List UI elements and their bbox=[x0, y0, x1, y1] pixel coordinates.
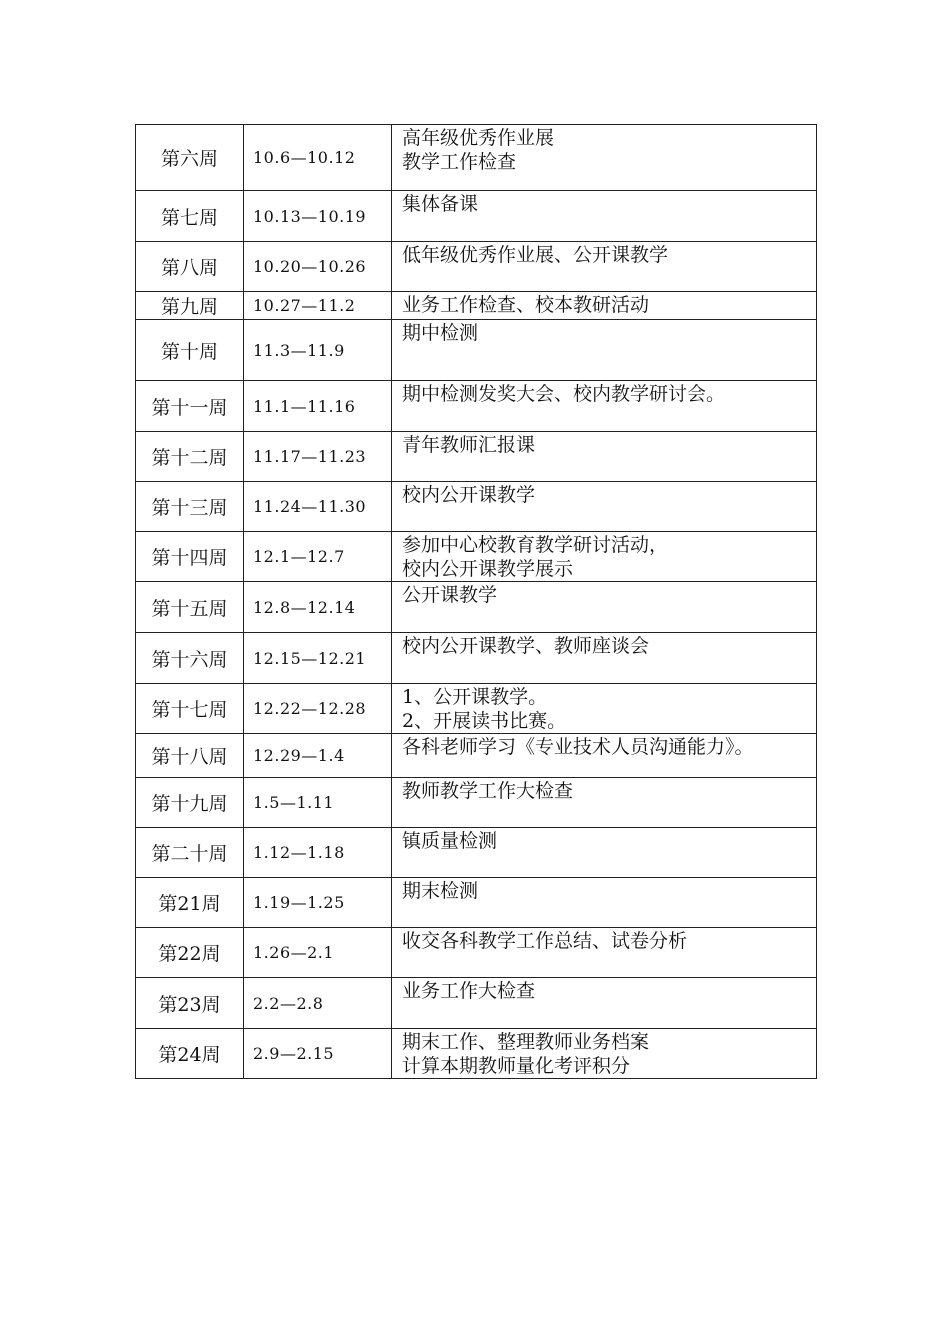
table-row bbox=[136, 381, 817, 432]
activity-line: 校内公开课教学、教师座谈会 bbox=[402, 635, 650, 657]
week-cell: 第九周 bbox=[136, 292, 244, 320]
date-range-cell: 12.8—12.14 bbox=[244, 582, 392, 633]
week-cell: 第24周 bbox=[136, 1029, 244, 1079]
date-range-cell: 2.2—2.8 bbox=[244, 978, 392, 1029]
week-cell: 第十二周 bbox=[136, 432, 244, 482]
activity-cell bbox=[392, 878, 817, 928]
activity-cell bbox=[392, 778, 817, 828]
date-range-cell: 12.22—12.28 bbox=[244, 684, 392, 734]
activity-cell bbox=[392, 928, 817, 978]
date-range-cell: 1.26—2.1 bbox=[244, 928, 392, 978]
date-range-cell: 2.9—2.15 bbox=[244, 1029, 392, 1079]
activity-line: 青年教师汇报课 bbox=[402, 434, 536, 456]
activity-line: 参加中心校教育教学研讨活动， bbox=[402, 534, 669, 556]
activity-cell bbox=[392, 191, 817, 242]
week-cell: 第十周 bbox=[136, 320, 244, 381]
date-range-cell: 1.19—1.25 bbox=[244, 878, 392, 928]
activity-line: 低年级优秀作业展、公开课教学 bbox=[402, 244, 669, 266]
activity-line: 集体备课 bbox=[402, 193, 479, 215]
week-cell: 第八周 bbox=[136, 242, 244, 292]
week-cell: 第七周 bbox=[136, 191, 244, 242]
date-range-cell: 10.27—11.2 bbox=[244, 292, 392, 320]
table-row bbox=[136, 125, 817, 191]
table-row bbox=[136, 878, 817, 928]
activity-line: 期中检测发奖大会、校内教学研讨会。 bbox=[402, 383, 726, 405]
activity-line: 教师教学工作大检查 bbox=[402, 780, 574, 802]
table-row bbox=[136, 432, 817, 482]
activity-cell bbox=[392, 482, 817, 532]
schedule-table bbox=[135, 124, 817, 1079]
activity-cell bbox=[392, 1029, 817, 1079]
date-range-cell: 12.15—12.21 bbox=[244, 633, 392, 684]
week-cell: 第十一周 bbox=[136, 381, 244, 432]
activity-line: 业务工作检查、校本教研活动 bbox=[402, 294, 650, 316]
date-range-cell: 11.17—11.23 bbox=[244, 432, 392, 482]
activity-line: 2、开展读书比赛。 bbox=[402, 710, 567, 732]
table-row bbox=[136, 532, 817, 582]
table-row bbox=[136, 582, 817, 633]
date-range-cell: 12.1—12.7 bbox=[244, 532, 392, 582]
activity-line: 各科老师学习《专业技术人员沟通能力》。 bbox=[402, 736, 754, 758]
activity-cell bbox=[392, 734, 817, 778]
activity-cell bbox=[392, 633, 817, 684]
week-cell: 第十六周 bbox=[136, 633, 244, 684]
table-row bbox=[136, 292, 817, 320]
week-cell: 第十七周 bbox=[136, 684, 244, 734]
activity-cell bbox=[392, 381, 817, 432]
week-cell: 第十四周 bbox=[136, 532, 244, 582]
week-cell: 第十五周 bbox=[136, 582, 244, 633]
activity-line: 期末工作、整理教师业务档案 bbox=[402, 1031, 650, 1053]
table-row bbox=[136, 734, 817, 778]
activity-line: 高年级优秀作业展 bbox=[402, 127, 555, 149]
activity-line: 期中检测 bbox=[402, 322, 479, 344]
activity-cell bbox=[392, 125, 817, 191]
table-row bbox=[136, 633, 817, 684]
date-range-cell: 1.5—1.11 bbox=[244, 778, 392, 828]
date-range-cell: 1.12—1.18 bbox=[244, 828, 392, 878]
activity-cell bbox=[392, 432, 817, 482]
week-cell: 第22周 bbox=[136, 928, 244, 978]
activity-cell bbox=[392, 532, 817, 582]
table-row bbox=[136, 978, 817, 1029]
table-row bbox=[136, 928, 817, 978]
date-range-cell: 10.20—10.26 bbox=[244, 242, 392, 292]
activity-line: 计算本期教师量化考评积分 bbox=[402, 1055, 631, 1077]
table-row bbox=[136, 1029, 817, 1079]
schedule-body bbox=[136, 125, 817, 1079]
activity-line: 收交各科教学工作总结、试卷分析 bbox=[402, 930, 688, 952]
week-cell: 第23周 bbox=[136, 978, 244, 1029]
date-range-cell: 11.24—11.30 bbox=[244, 482, 392, 532]
activity-cell bbox=[392, 292, 817, 320]
week-cell: 第二十周 bbox=[136, 828, 244, 878]
table-row bbox=[136, 191, 817, 242]
activity-line: 校内公开课教学展示 bbox=[402, 558, 574, 580]
activity-line: 期末检测 bbox=[402, 880, 479, 902]
activity-line: 业务工作大检查 bbox=[402, 980, 536, 1002]
date-range-cell: 10.6—10.12 bbox=[244, 125, 392, 191]
table-row bbox=[136, 828, 817, 878]
date-range-cell: 12.29—1.4 bbox=[244, 734, 392, 778]
table-row bbox=[136, 242, 817, 292]
activity-line: 镇质量检测 bbox=[402, 830, 498, 852]
activity-cell bbox=[392, 828, 817, 878]
activity-cell bbox=[392, 582, 817, 633]
table-row bbox=[136, 684, 817, 734]
activity-cell bbox=[392, 684, 817, 734]
activity-line: 公开课教学 bbox=[402, 584, 498, 606]
activity-cell bbox=[392, 320, 817, 381]
table-row bbox=[136, 482, 817, 532]
activity-line: 教学工作检查 bbox=[402, 151, 517, 173]
date-range-cell: 10.13—10.19 bbox=[244, 191, 392, 242]
activity-cell bbox=[392, 242, 817, 292]
table-row bbox=[136, 778, 817, 828]
date-range-cell: 11.1—11.16 bbox=[244, 381, 392, 432]
week-cell: 第十三周 bbox=[136, 482, 244, 532]
week-cell: 第21周 bbox=[136, 878, 244, 928]
date-range-cell: 11.3—11.9 bbox=[244, 320, 392, 381]
activity-line: 1、公开课教学。 bbox=[402, 686, 548, 708]
week-cell: 第十九周 bbox=[136, 778, 244, 828]
week-cell: 第六周 bbox=[136, 125, 244, 191]
activity-cell bbox=[392, 978, 817, 1029]
week-cell: 第十八周 bbox=[136, 734, 244, 778]
activity-line: 校内公开课教学 bbox=[402, 484, 536, 506]
table-row bbox=[136, 320, 817, 381]
